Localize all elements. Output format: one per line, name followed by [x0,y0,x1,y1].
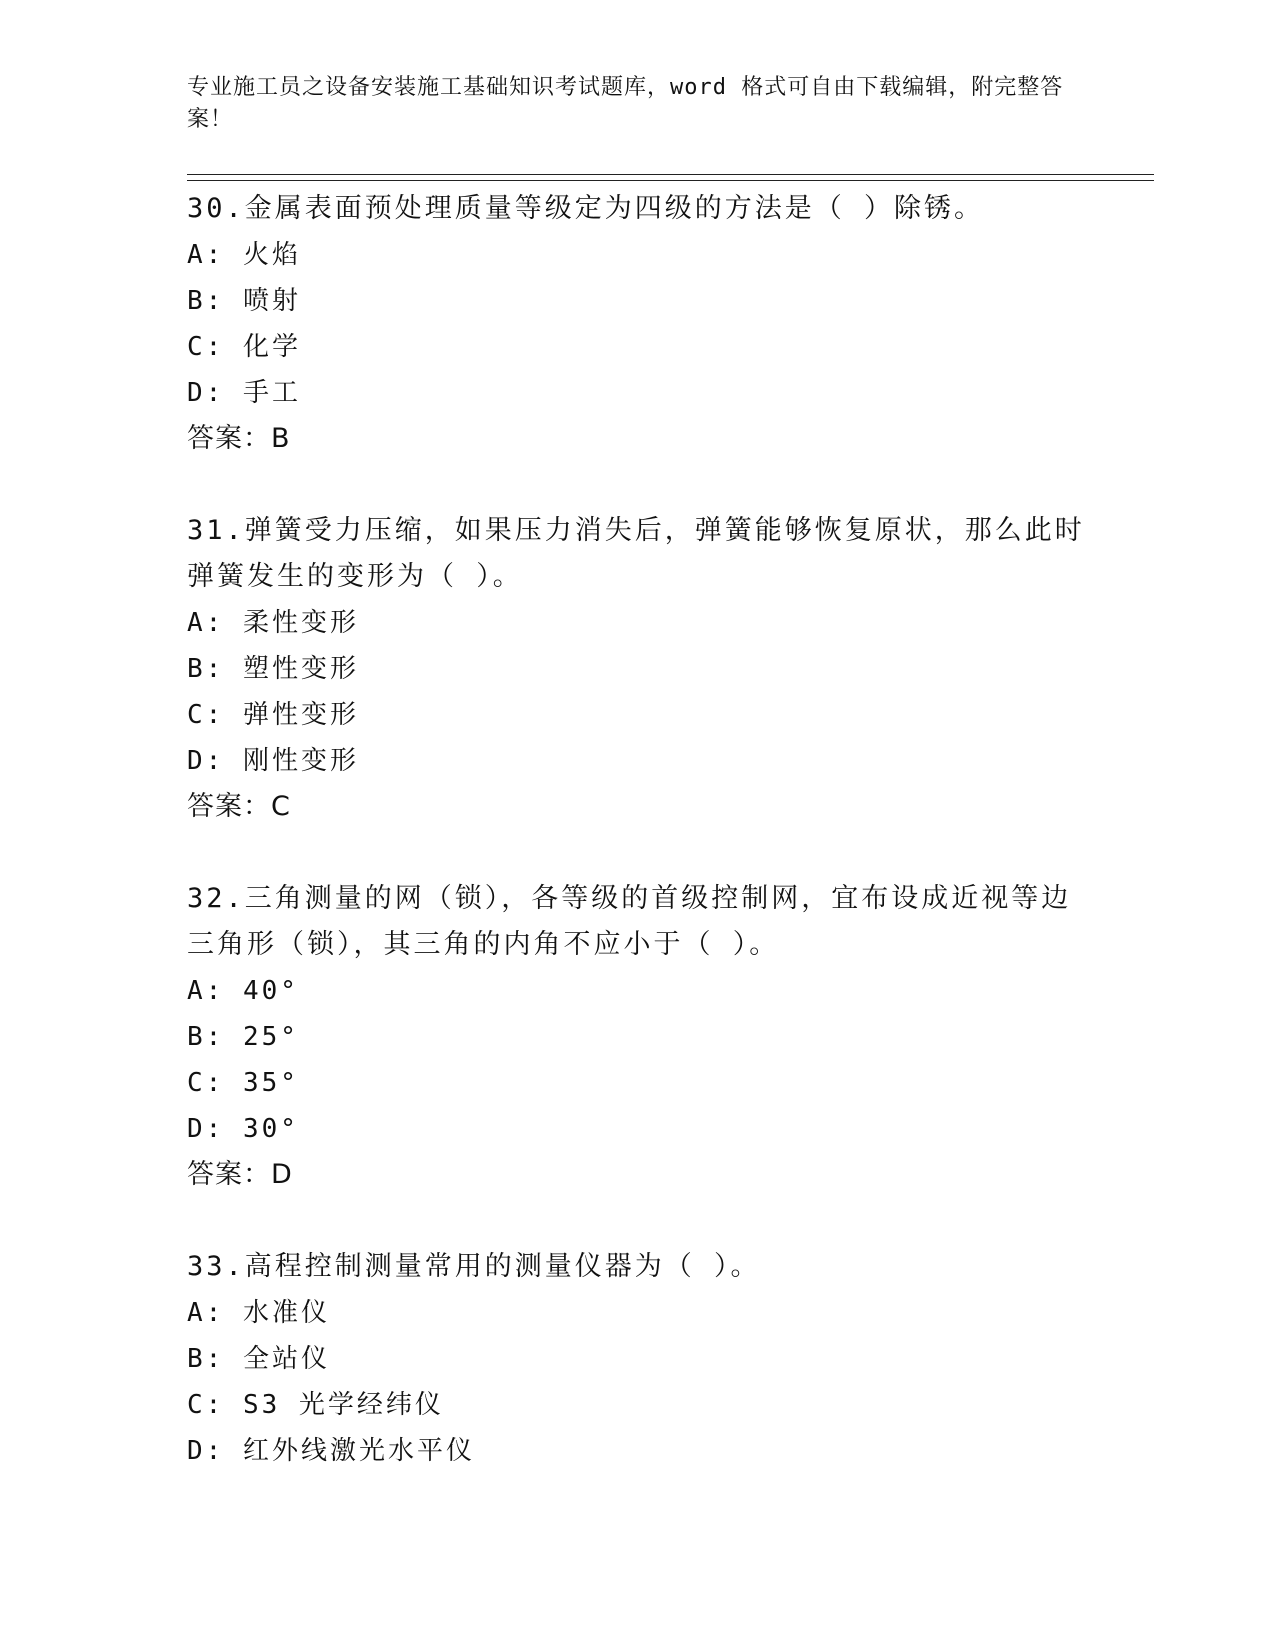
question-stem: 30.金属表面预处理质量等级定为四级的方法是（ ）除锈。 [187,193,985,224]
option-c: C: 化学 [187,332,301,362]
document-header: 专业施工员之设备安装施工基础知识考试题库，word 格式可自由下载编辑，附完整答案！ [187,75,1064,132]
option-d: D: 刚性变形 [187,746,359,776]
question-31 [187,508,1087,830]
option-b: B: 喷射 [187,286,301,316]
option-d: D: 手工 [187,378,301,408]
option-c: C: S3 光学经纬仪 [187,1390,444,1420]
answer-line: 答案：B [187,423,291,454]
question-30 [187,186,1087,462]
option-a: A: 柔性变形 [187,608,359,638]
answer-line: 答案：D [187,1159,293,1190]
option-d: D: 红外线激光水平仪 [187,1436,475,1466]
header-divider-top [187,174,1154,175]
answer-line: 答案：C [187,791,291,822]
question-33 [187,1244,1087,1474]
question-stem: 33.高程控制测量常用的测量仪器为（ ）。 [187,1251,761,1282]
question-stem: 31.弹簧受力压缩，如果压力消失后，弹簧能够恢复原状，那么此时弹簧发生的变形为（ ）。 [187,515,1085,592]
question-list [187,186,1087,1474]
option-d: D: 30° [187,1114,299,1144]
question-stem: 32.三角测量的网（锁），各等级的首级控制网，宜布设成近视等边三角形（锁），其三角的内角不应小于（ ）。 [187,883,1072,960]
option-a: A: 火焰 [187,240,301,270]
question-32 [187,876,1087,1198]
option-c: C: 弹性变形 [187,700,359,730]
option-a: A: 水准仪 [187,1298,330,1328]
option-c: C: 35° [187,1068,299,1098]
option-b: B: 25° [187,1022,299,1052]
header-divider-bottom [187,180,1154,181]
option-b: B: 塑性变形 [187,654,359,684]
option-b: B: 全站仪 [187,1344,330,1374]
option-a: A: 40° [187,976,299,1006]
